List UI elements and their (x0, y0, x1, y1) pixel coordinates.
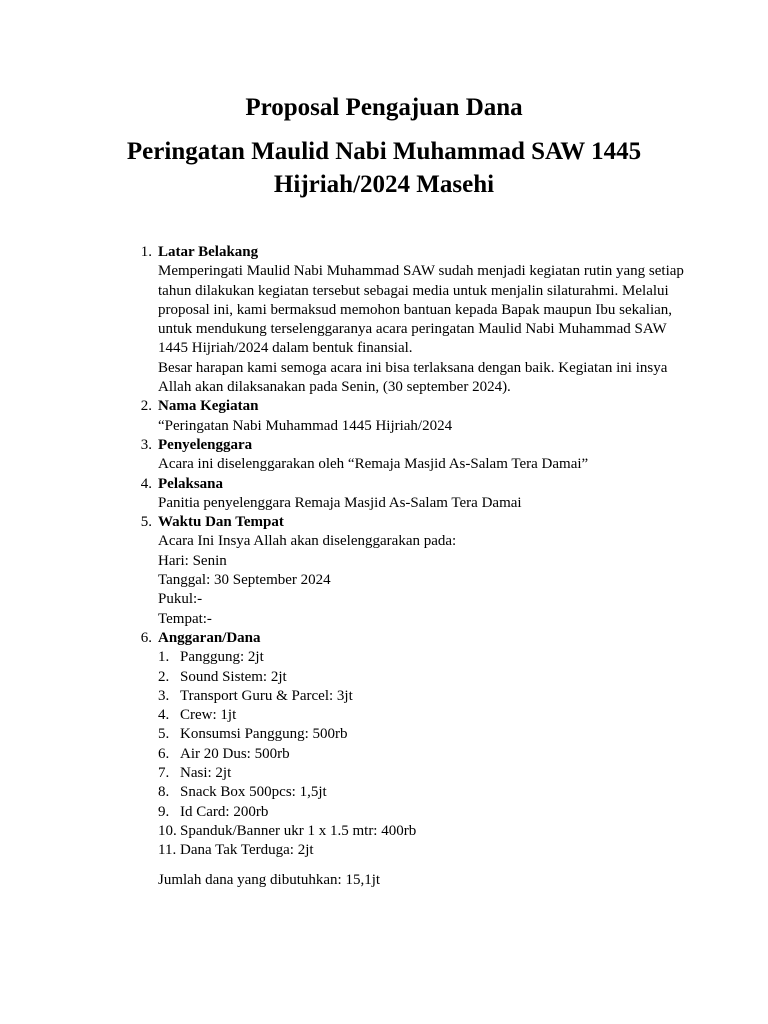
budget-item (158, 725, 690, 744)
budget-item-text: Air 20 Dus: 500rb (180, 745, 290, 762)
budget-item-number: 11. (158, 842, 177, 859)
section-number: 2. (140, 398, 152, 415)
budget-item (158, 745, 690, 764)
section-title: Penyelenggara (158, 436, 253, 453)
budget-item (158, 687, 690, 706)
budget-item-text: Snack Box 500pcs: 1,5jt (180, 784, 327, 801)
budget-item-text: Sound Sistem: 2jt (180, 668, 287, 685)
section-title: Waktu Dan Tempat (158, 514, 284, 531)
budget-item (158, 783, 690, 802)
budget-item-number: 6. (158, 745, 170, 762)
section-anggaran-dana (130, 629, 690, 890)
budget-item (158, 706, 690, 725)
budget-item-number: 9. (158, 803, 170, 820)
budget-item-text: Spanduk/Banner ukr 1 x 1.5 mtr: 400rb (180, 822, 417, 839)
section-penyelenggara (130, 436, 690, 475)
section-paragraph: Besar harapan kami semoga acara ini bisa terlaksana dengan baik. Kegiatan ini insya Allah akan dilaksanakan pada Senin, (30 september 2024). (158, 359, 668, 396)
section-number: 6. (140, 629, 152, 646)
schedule-line: Tempat:- (158, 610, 212, 627)
section-text: “Peringatan Nabi Muhammad 1445 Hijriah/2024 (158, 417, 453, 434)
budget-item-text: Panggung: 2jt (180, 649, 264, 666)
section-latar-belakang (130, 243, 690, 397)
budget-item (158, 822, 690, 841)
section-waktu-dan-tempat (130, 513, 690, 629)
budget-list (158, 648, 690, 860)
budget-item-number: 1. (158, 649, 170, 666)
section-nama-kegiatan (130, 397, 690, 436)
document-title: Proposal Pengajuan Dana (245, 94, 523, 121)
section-title: Latar Belakang (158, 244, 259, 260)
budget-item (158, 841, 690, 860)
budget-item (158, 648, 690, 667)
schedule-line: Tanggal: 30 September 2024 (158, 572, 331, 589)
section-number: 5. (140, 514, 152, 531)
section-text: Panitia penyelenggara Remaja Masjid As-Salam Tera Damai (158, 494, 522, 511)
budget-item-text: Crew: 1jt (180, 707, 237, 724)
section-number: 3. (140, 436, 152, 453)
document-subtitle: Peringatan Maulid Nabi Muhammad SAW 1445 Hijriah/2024 Masehi (126, 138, 642, 198)
section-title: Nama Kegiatan (158, 398, 259, 415)
budget-item-text: Id Card: 200rb (180, 803, 269, 820)
section-text: Acara ini diselenggarakan oleh “Remaja Masjid As-Salam Tera Damai” (158, 456, 589, 473)
budget-item-text: Transport Guru & Parcel: 3jt (180, 687, 353, 704)
section-pelaksana (130, 475, 690, 514)
section-number: 4. (140, 475, 152, 492)
schedule-line: Acara Ini Insya Allah akan diselenggarakan pada: (158, 533, 457, 550)
budget-total: Jumlah dana yang dibutuhkan: 15,1jt (158, 871, 381, 888)
schedule-line: Pukul:- (158, 591, 203, 608)
budget-item-number: 10. (158, 822, 177, 839)
budget-item-number: 5. (158, 726, 170, 743)
section-title: Anggaran/Dana (158, 629, 261, 646)
budget-item (158, 803, 690, 822)
budget-item (158, 764, 690, 783)
schedule-line: Hari: Senin (158, 552, 227, 569)
budget-item-number: 2. (158, 668, 170, 685)
budget-item (158, 668, 690, 687)
budget-item-number: 8. (158, 784, 170, 801)
section-title: Pelaksana (158, 475, 224, 492)
section-number: 1. (140, 244, 152, 260)
budget-item-number: 4. (158, 707, 170, 724)
budget-item-text: Konsumsi Panggung: 500rb (180, 726, 348, 743)
budget-item-number: 7. (158, 765, 170, 782)
budget-item-text: Nasi: 2jt (180, 765, 232, 782)
proposal-content (130, 243, 690, 890)
section-paragraph: Memperingati Maulid Nabi Muhammad SAW sudah menjadi kegiatan rutin yang setiap tahun dilakukan kegiatan tersebut sebagai media untuk menjalin silaturahmi. Melalui proposal ini, kami bermaksud memohon bantuan kepada Bapak maupun Ibu sekalian, untuk mendukung terselenggaranya acara peringatan Maulid Nabi Muhammad SAW 1445 Hijriah/2024 dalam bentuk finansial. (158, 263, 684, 357)
budget-item-text: Dana Tak Terduga: 2jt (180, 842, 314, 859)
budget-item-number: 3. (158, 687, 170, 704)
